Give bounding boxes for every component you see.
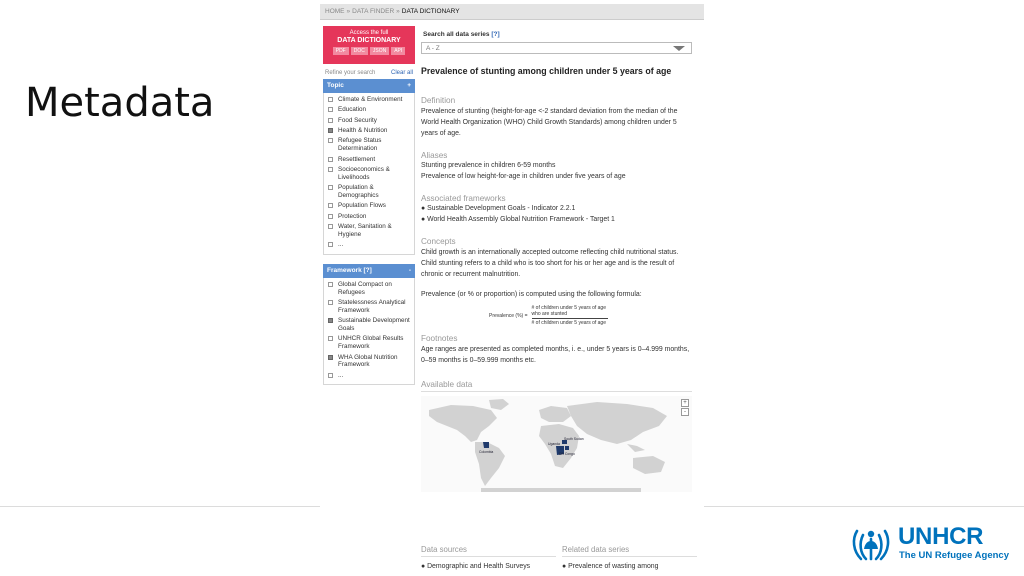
australia-shape bbox=[633, 456, 665, 474]
breadcrumb-data-finder[interactable]: DATA FINDER bbox=[352, 8, 395, 15]
checkbox[interactable] bbox=[328, 138, 333, 143]
topic-panel-header[interactable] bbox=[323, 79, 415, 93]
definition-heading: Definition bbox=[421, 96, 456, 105]
alias-item: Stunting prevalence in children 6-59 months bbox=[421, 162, 556, 169]
antarctica-shape bbox=[481, 488, 641, 492]
greenland-shape bbox=[489, 399, 509, 410]
api-button[interactable]: API bbox=[391, 47, 405, 55]
search-label-text: Search all data series bbox=[423, 31, 490, 38]
filter-item[interactable] bbox=[328, 96, 414, 104]
checkbox[interactable] bbox=[328, 373, 333, 378]
indonesia-shape bbox=[627, 444, 645, 452]
checkbox[interactable] bbox=[328, 118, 333, 123]
data-series-select[interactable] bbox=[421, 42, 692, 54]
framework-panel-header[interactable] bbox=[323, 264, 415, 278]
formula-fraction bbox=[532, 305, 608, 326]
breadcrumb-home[interactable]: HOME bbox=[325, 8, 345, 15]
filter-item[interactable] bbox=[328, 317, 414, 333]
filter-item[interactable] bbox=[328, 241, 414, 249]
formula-numerator: # of children under 5 years of age who are stunted bbox=[531, 305, 606, 317]
footnotes-text: Age ranges are presented as completed months, i. e., under 5 years is 0–4.999 months, 0–59 months is 0–59.999 months etc. bbox=[421, 346, 690, 364]
definition-text: Prevalence of stunting (height-for-age <-2 standard deviation from the median of the World Health Organization (WHO) Child Growth Standards) among children under 5 years of age. bbox=[421, 108, 678, 137]
concepts-text: Child growth is an internationally accepted outcome reflecting child nutritional status. Child stunting refers to a child who is too short for his or her age and is the result of chronic or recurrent malnutrition. bbox=[421, 249, 679, 278]
checkbox[interactable] bbox=[328, 107, 333, 112]
checkbox[interactable] bbox=[328, 97, 333, 102]
filter-label: WHA Global Nutrition Framework bbox=[338, 353, 398, 369]
uganda-highlight bbox=[565, 446, 569, 450]
checkbox[interactable] bbox=[328, 242, 333, 247]
filter-item[interactable] bbox=[328, 202, 414, 210]
map-label-uganda: Uganda bbox=[548, 442, 560, 446]
download-doc-button[interactable]: DOC bbox=[351, 47, 368, 55]
breadcrumb-separator: » bbox=[396, 8, 400, 15]
checkbox-checked[interactable] bbox=[328, 355, 333, 360]
framework-filter-list bbox=[323, 278, 415, 385]
available-data-map[interactable] bbox=[421, 396, 692, 492]
filter-item[interactable] bbox=[328, 156, 414, 164]
filter-item[interactable] bbox=[328, 299, 414, 315]
filter-item[interactable] bbox=[328, 223, 414, 239]
alias-item: Prevalence of low height-for-age in children under five years of age bbox=[421, 173, 626, 180]
website-screenshot bbox=[320, 0, 704, 576]
filter-item[interactable] bbox=[328, 106, 414, 114]
data-dictionary-download-box bbox=[323, 26, 415, 64]
filter-label: Socioeconomics & Livelihoods bbox=[338, 166, 390, 181]
filter-label: Resettlement bbox=[338, 155, 376, 163]
map-zoom-controls bbox=[681, 399, 689, 416]
framework-collapse-icon[interactable]: - bbox=[408, 266, 411, 274]
filter-label: Population & Demographics bbox=[338, 184, 379, 200]
frameworks-heading: Associated frameworks bbox=[421, 194, 506, 203]
checkbox-checked[interactable] bbox=[328, 318, 333, 323]
search-help-link[interactable]: [?] bbox=[491, 31, 500, 38]
topic-expand-icon[interactable]: + bbox=[407, 82, 411, 89]
filter-item[interactable] bbox=[328, 137, 414, 153]
map-label-south-sudan: South Sudan bbox=[564, 437, 584, 441]
unhcr-logo bbox=[849, 523, 1009, 563]
zoom-out-button[interactable]: - bbox=[681, 408, 689, 416]
europe-shape bbox=[539, 406, 571, 422]
unhcr-tagline: The UN Refugee Agency bbox=[899, 550, 1009, 561]
formula-denominator: # of children under 5 years of age bbox=[531, 320, 606, 326]
select-value: A - Z bbox=[426, 45, 440, 52]
checkbox[interactable] bbox=[328, 157, 333, 162]
checkbox-checked[interactable] bbox=[328, 128, 333, 133]
slide-title: Metadata bbox=[25, 80, 215, 126]
access-line: Access the full bbox=[349, 30, 389, 36]
download-json-button[interactable]: JSON bbox=[370, 47, 389, 55]
unhcr-emblem-icon bbox=[849, 523, 893, 563]
clear-all-link[interactable]: Clear all bbox=[390, 70, 413, 76]
filter-label: Health & Nutrition bbox=[338, 127, 388, 135]
related-series-heading: Related data series bbox=[562, 545, 697, 557]
filter-label: Sustainable Development Goals bbox=[338, 317, 410, 333]
filter-item[interactable] bbox=[328, 281, 414, 297]
map-label-colombia: Colombia bbox=[479, 450, 494, 454]
checkbox[interactable] bbox=[328, 214, 333, 219]
map-label-dr-congo: DR Congo bbox=[559, 452, 575, 456]
filter-item[interactable] bbox=[328, 335, 414, 351]
filter-label: Climate & Environment bbox=[338, 96, 403, 103]
filter-label: UNHCR Global Results Framework bbox=[338, 335, 404, 351]
bottom-columns bbox=[421, 545, 697, 570]
filter-item[interactable] bbox=[328, 117, 414, 125]
checkbox[interactable] bbox=[328, 300, 333, 305]
aliases-heading: Aliases bbox=[421, 151, 448, 160]
checkbox[interactable] bbox=[328, 167, 333, 172]
filter-label: Population Flows bbox=[338, 202, 386, 210]
breadcrumb-separator: » bbox=[346, 8, 351, 15]
breadcrumb-current: DATA DICTIONARY bbox=[401, 8, 460, 15]
filter-item[interactable] bbox=[328, 166, 414, 182]
framework-item: ● World Health Assembly Global Nutrition Framework - Target 1 bbox=[421, 216, 615, 223]
formula-label: Prevalence (%) = bbox=[489, 312, 528, 319]
filter-label: Water, Sanitation & Hygiene bbox=[338, 223, 392, 239]
filter-label: Food Security bbox=[338, 116, 377, 124]
filter-label: ... bbox=[338, 241, 344, 249]
related-series-item[interactable]: ● Prevalence of wasting among bbox=[562, 563, 659, 570]
sidebar bbox=[323, 26, 415, 385]
footnotes-heading: Footnotes bbox=[421, 334, 458, 343]
north-america-shape bbox=[429, 405, 497, 442]
filter-label: ... bbox=[338, 371, 344, 379]
filter-item[interactable] bbox=[328, 213, 414, 221]
filter-item[interactable] bbox=[328, 127, 414, 135]
filter-label: Global Compact on Refugees bbox=[338, 280, 392, 296]
concepts-heading: Concepts bbox=[421, 237, 456, 246]
download-pdf-button[interactable]: PDF bbox=[333, 47, 349, 55]
filter-label: Education bbox=[338, 106, 367, 114]
filter-item[interactable] bbox=[328, 184, 414, 200]
prevalence-formula bbox=[489, 305, 693, 326]
refine-search-label: Refine your search bbox=[325, 70, 376, 76]
checkbox[interactable] bbox=[328, 336, 333, 341]
chevron-down-icon[interactable] bbox=[673, 46, 685, 51]
data-sources-column bbox=[421, 545, 556, 570]
breadcrumb bbox=[320, 4, 704, 20]
page-title: Prevalence of stunting among children under 5 years of age bbox=[421, 66, 672, 76]
topic-panel-title: Topic bbox=[327, 82, 344, 89]
checkbox[interactable] bbox=[328, 203, 333, 208]
unhcr-wordmark: UNHCR bbox=[898, 523, 984, 550]
related-series-column bbox=[562, 545, 697, 570]
topic-filter-list bbox=[323, 93, 415, 255]
search-label bbox=[423, 31, 693, 38]
zoom-in-button[interactable]: + bbox=[681, 399, 689, 407]
checkbox[interactable] bbox=[328, 224, 333, 229]
main-content bbox=[421, 26, 693, 492]
checkbox[interactable] bbox=[328, 185, 333, 190]
filter-item[interactable] bbox=[328, 354, 414, 370]
filter-label: Refugee Status Determination bbox=[338, 137, 382, 153]
checkbox[interactable] bbox=[328, 282, 333, 287]
filter-label: Statelessness Analytical Framework bbox=[338, 298, 406, 314]
available-data-heading: Available data bbox=[421, 380, 692, 392]
south-america-shape bbox=[475, 442, 505, 486]
filter-item[interactable] bbox=[328, 372, 414, 380]
filter-label: Protection bbox=[338, 212, 367, 220]
data-source-item[interactable]: ● Demographic and Health Surveys bbox=[421, 563, 531, 570]
data-sources-heading: Data sources bbox=[421, 545, 556, 557]
data-dictionary-heading: DATA DICTIONARY bbox=[337, 37, 401, 44]
colombia-highlight bbox=[483, 442, 489, 448]
framework-panel-title: Framework [?] bbox=[327, 266, 372, 274]
framework-item: ● Sustainable Development Goals - Indicator 2.2.1 bbox=[421, 205, 576, 212]
formula-intro: Prevalence (or % or proportion) is computed using the following formula: bbox=[421, 291, 642, 298]
